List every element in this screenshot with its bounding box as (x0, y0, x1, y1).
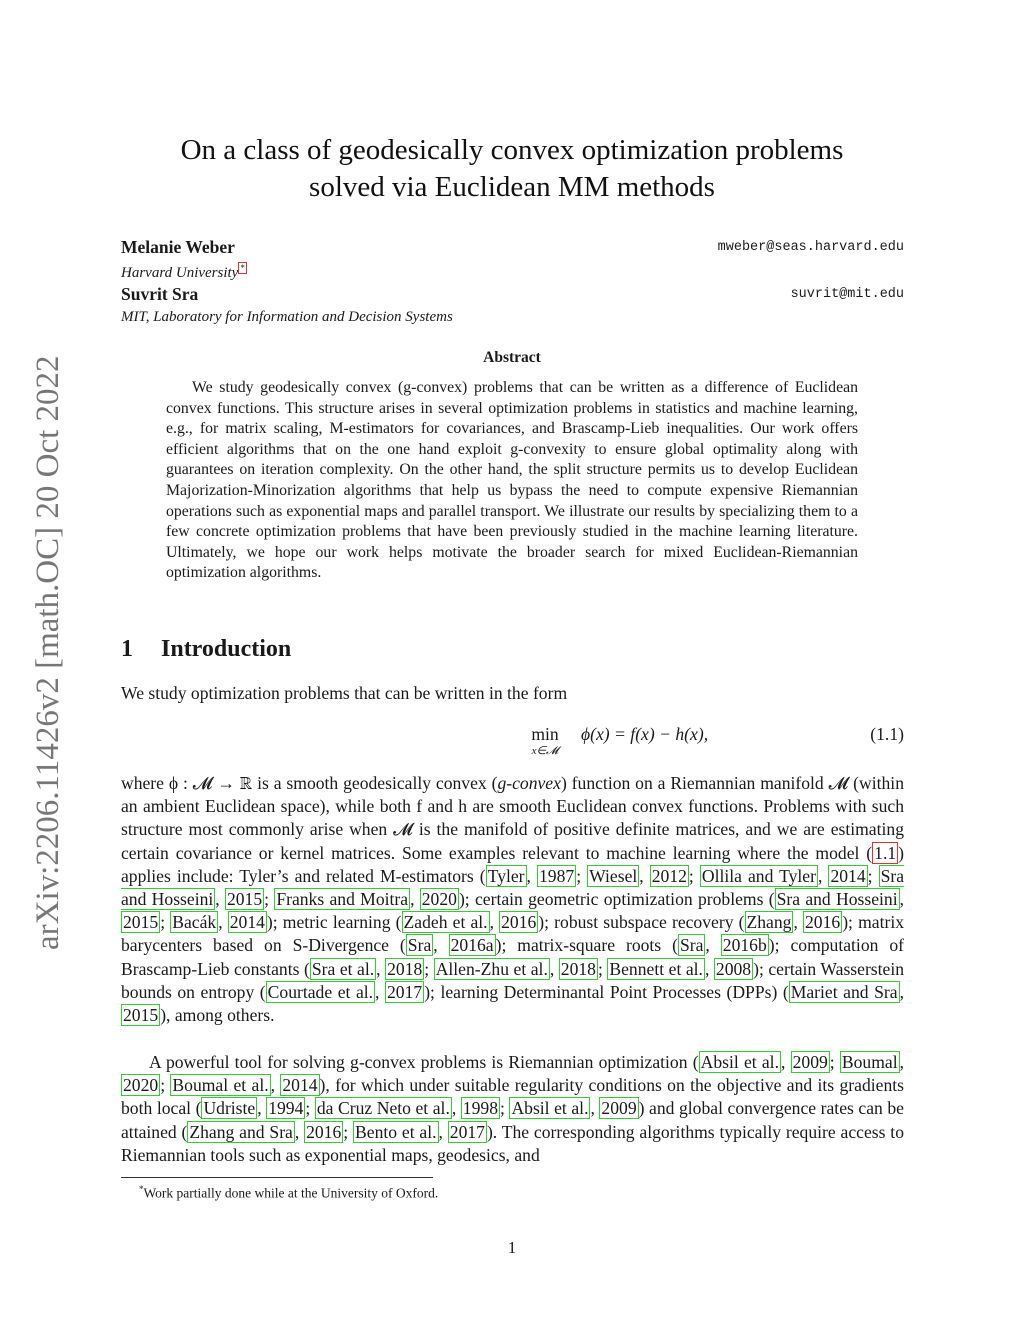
citation-link[interactable]: 2015 (226, 889, 263, 910)
citation-link[interactable]: 1987 (539, 865, 575, 886)
paragraph-text: ), for which under suitable regularity conditions on the objective and its gradients both local ( (121, 1075, 904, 1119)
equation-subscript: x∈𝓜 (531, 745, 559, 757)
citation-link[interactable]: 2017 (449, 1121, 485, 1142)
citation-link[interactable]: Boumal et al. (172, 1075, 269, 1096)
author-name-2: Suvrit Sra (121, 284, 199, 304)
citation-link[interactable]: Zhang and Sra (189, 1121, 293, 1142)
intro-paragraph-1 (121, 772, 904, 1027)
equation-operator: min (531, 724, 559, 744)
paragraph-text: ); certain geometric optimization problems ( (458, 889, 775, 910)
citation-link[interactable]: Mariet and Sra (790, 981, 898, 1002)
citation-link[interactable]: 2014 (830, 865, 866, 886)
paragraph-text: ; (499, 1098, 510, 1119)
paragraph-text: , (780, 1052, 791, 1072)
paragraph-text: ; (424, 958, 434, 979)
paragraph-text: , (375, 981, 385, 1002)
paragraph-text: ; (688, 865, 700, 886)
citation-link[interactable]: Zhang (746, 912, 792, 933)
paragraph-text: , (590, 1098, 600, 1119)
paragraph-text: , (451, 1098, 461, 1119)
paragraph-text: ) and global convergence rates can be attained ( (121, 1098, 904, 1142)
citation-link[interactable]: Boumal (841, 1052, 898, 1072)
paragraph-text: , (215, 889, 225, 910)
paragraph-text: ); robust subspace recovery ( (538, 912, 745, 933)
citation-link[interactable]: 2018 (387, 958, 423, 979)
paragraph-text: , (218, 912, 228, 933)
citation-link[interactable]: 2018 (560, 958, 596, 979)
citation-link[interactable]: Absil et al. (511, 1098, 589, 1119)
citation-link[interactable]: Bacák (172, 912, 217, 933)
citation-link[interactable]: Allen-Zhu et al. (435, 958, 548, 979)
paragraph-text: ; (160, 912, 171, 933)
equation-body: ϕ(x) = f(x) − h(x), (581, 724, 709, 744)
paragraph-text: ), among others. (160, 1005, 275, 1026)
citation-link[interactable]: Ollila and Tyler (701, 865, 816, 886)
equation-1-1 (121, 722, 904, 762)
footnote-text: Work partially done while at the University of Oxford. (143, 1185, 439, 1201)
citation-link[interactable]: 2014 (229, 912, 265, 933)
citation-link[interactable]: Absil et al. (700, 1052, 779, 1072)
citation-link[interactable]: 2016b (722, 935, 767, 956)
citation-link[interactable]: Sra and Hosseini (121, 865, 905, 910)
arxiv-identifier: arXiv:2206.11426v2 [math.OC] 20 Oct 2022 (30, 355, 66, 950)
paragraph-text: ) function on a Riemannian manifold 𝓜 (within an ambient Euclidean space), while both f and h are smooth Euclidean convex functions. Problems with such structure most commonly arise when 𝓜 is the manifold of positive definite matrices, and we are estimating certain covariance or kernel matrices. Some examples relevant to machine learning where the model ( (121, 773, 904, 863)
paragraph-text: ); learning Determinantal Point Processes (DPPs) ( (424, 981, 789, 1002)
citation-link[interactable]: 1998 (462, 1098, 498, 1119)
paragraph-text: , (899, 889, 904, 910)
paragraph-text: ; (264, 889, 275, 910)
emphasized-text: g-convex (497, 773, 561, 793)
equation-reference-link[interactable]: 1.1 (874, 842, 897, 863)
page-number: 1 (507, 1238, 517, 1257)
section-title: Introduction (161, 636, 292, 662)
citation-link[interactable]: Zadeh et al. (403, 912, 488, 933)
paragraph-text: , (433, 935, 449, 956)
paragraph-text: , (489, 912, 500, 933)
paragraph-text: , (639, 865, 650, 886)
abstract-text: We study geodesically convex (g-convex) problems that can be written as a difference of Euclidean convex functions. This structure arises in several optimization problems in statistics and machine learning, e.g., for matrix scaling, M-estimators for covariances, and Brascamp-Lieb inequalities. Our work offers efficient algorithms that on the one hand exploit g-convexity to ensure global optimality along with guarantees on iteration complexity. On the other hand, the split structure permits us to develop Euclidean Majorization-Minorization algorithms that help us bypass the need to compute expensive Riemannian operations such as exponential maps and parallel transport. We illustrate our results by specializing them to a few concrete optimization problems that have been previously studied in the machine learning literature. Ultimately, we hope our work helps motivate the broader search for mixed Euclidean-Riemannian optimization algorithms. (166, 379, 858, 582)
paragraph-text: ); metric learning ( (266, 912, 402, 933)
citation-link[interactable]: 2017 (387, 981, 423, 1002)
citation-link[interactable]: 2016 (306, 1121, 342, 1142)
citation-link[interactable]: Bennett et al. (609, 958, 703, 979)
intro-lead-paragraph: We study optimization problems that can be written in the form (121, 683, 568, 703)
paragraph-text: ) applies include: Tyler’s and related M-estimators ( (121, 842, 904, 886)
abstract-heading: Abstract (483, 349, 541, 366)
footnote-mark: * (139, 1184, 144, 1194)
paragraph-text: ; (160, 1075, 171, 1096)
equation-number: (1.1) (870, 724, 904, 744)
title-line-1: On a class of geodesically convex optimization problems (180, 134, 844, 166)
citation-link[interactable]: Sra (679, 935, 704, 956)
paragraph-text: ); matrix-square roots ( (495, 935, 678, 956)
paragraph-text: ). The corresponding algorithms typically require access to Riemannian tools such as exponential maps, geodesics, and (121, 1121, 904, 1165)
citation-link[interactable]: Sra and Hosseini (776, 889, 898, 910)
author-affiliation-1 (121, 262, 247, 282)
paragraph-text: ); matrix barycenters based on S-Divergence ( (121, 912, 905, 956)
citation-link[interactable]: Courtade et al. (267, 981, 374, 1002)
footnote-marker-link[interactable]: * (240, 263, 245, 273)
citation-link[interactable]: 1994 (268, 1098, 304, 1119)
citation-link[interactable]: 2016 (805, 912, 841, 933)
paragraph-text: , (899, 981, 904, 1002)
paragraph-text: ; (829, 1052, 840, 1072)
paragraph-text: A powerful tool for solving g-convex problems is Riemannian optimization ( (149, 1052, 699, 1072)
author-name-1: Melanie Weber (121, 237, 235, 257)
section-heading (121, 636, 291, 663)
citation-link[interactable]: Franks and Moitra (276, 889, 409, 910)
citation-link[interactable]: 2014 (282, 1075, 318, 1096)
footnote (121, 1181, 721, 1202)
citation-link[interactable]: Tyler (487, 865, 525, 886)
paragraph-text: , (704, 958, 714, 979)
paragraph-text: where ϕ : 𝓜 → ℝ is a smooth geodesically convex ( (121, 773, 498, 793)
intro-paragraph-2 (121, 1051, 904, 1167)
paragraph-text: ); computation of Brascamp-Lieb constants ( (121, 935, 905, 979)
citation-link[interactable]: 2012 (651, 865, 687, 886)
paragraph-text: , (793, 912, 803, 933)
citation-link[interactable]: 2015 (123, 912, 159, 933)
paragraph-text: , (817, 865, 829, 886)
citation-link[interactable]: Wiesel (589, 865, 638, 886)
paragraph-text: , (410, 889, 420, 910)
paragraph-text: ; (867, 865, 879, 886)
footnote-divider (121, 1177, 433, 1178)
paragraph-text: , (270, 1075, 281, 1096)
paragraph-text: ; (576, 865, 588, 886)
author-email-2[interactable]: suvrit@mit.edu (790, 287, 904, 302)
citation-link[interactable]: 2016a (450, 935, 494, 956)
title-line-2: solved via Euclidean MM methods (309, 171, 715, 203)
section-number: 1 (121, 636, 133, 662)
citation-link[interactable]: Udriste (203, 1098, 256, 1119)
paragraph-text: , (705, 935, 721, 956)
paragraph-text: , (549, 958, 559, 979)
citation-link[interactable]: 2015 (123, 1005, 159, 1026)
affiliation-text-1: Harvard University (121, 265, 239, 281)
paragraph-text: ; (597, 958, 608, 979)
author-affiliation-2: MIT, Laboratory for Information and Decision Systems (121, 309, 453, 325)
citation-link[interactable]: Bento et al. (355, 1121, 437, 1142)
citation-link[interactable]: 2016 (501, 912, 537, 933)
author-email-1[interactable]: mweber@seas.harvard.edu (717, 240, 904, 255)
paragraph-text: , (899, 1052, 905, 1072)
paragraph-text: ); certain Wasserstein bounds on entropy ( (121, 958, 905, 1002)
paper-title (120, 132, 904, 206)
paragraph-text: ; (305, 1098, 315, 1119)
paragraph-text: ; (343, 1121, 354, 1142)
citation-link[interactable]: Sra (407, 935, 432, 956)
citation-link[interactable]: da Cruz Neto et al. (316, 1098, 450, 1119)
citation-link[interactable]: 2020 (123, 1075, 159, 1096)
citation-link[interactable]: 2009 (792, 1052, 828, 1072)
paragraph-text: , (294, 1121, 305, 1142)
paragraph-text: , (257, 1098, 267, 1119)
paragraph-text: , (376, 958, 386, 979)
citation-link[interactable]: 2008 (715, 958, 752, 979)
citation-link[interactable]: Sra et al. (311, 958, 375, 979)
paragraph-text: , (526, 865, 537, 886)
citation-link[interactable]: 2020 (421, 889, 457, 910)
citation-link[interactable]: 2009 (601, 1098, 637, 1119)
paragraph-text: , (438, 1121, 448, 1142)
